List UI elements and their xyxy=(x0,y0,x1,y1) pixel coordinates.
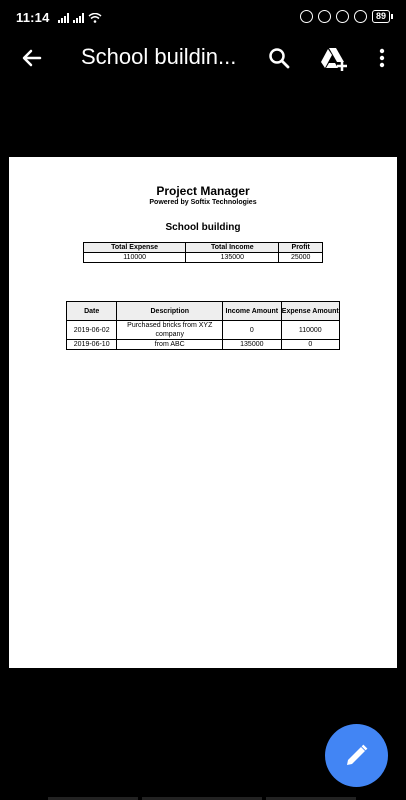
doc-subtitle: Powered by Softix Technologies xyxy=(149,199,257,206)
signal-icon xyxy=(58,13,69,23)
summary-value: 135000 xyxy=(186,253,279,263)
summary-value: 25000 xyxy=(279,253,323,263)
ledger-cell-description: Purchased bricks from XYZ company xyxy=(117,321,223,340)
ledger-header: Description xyxy=(117,302,223,321)
edit-fab-button[interactable] xyxy=(325,724,388,787)
ledger-cell-expense: 0 xyxy=(281,340,339,350)
ledger-header: Date xyxy=(67,302,117,321)
status-bar xyxy=(0,0,406,36)
status-time: 11:14 xyxy=(16,10,50,25)
ledger-header-row xyxy=(67,302,340,321)
ledger-header: Income Amount xyxy=(223,302,281,321)
summary-header: Total Expense xyxy=(84,243,186,253)
summary-value: 110000 xyxy=(84,253,186,263)
status-right-icons xyxy=(300,10,390,23)
search-icon[interactable] xyxy=(267,46,291,70)
ledger-cell-description: from ABC xyxy=(117,340,223,350)
table-row xyxy=(67,340,340,350)
doc-heading: School building xyxy=(165,222,241,233)
back-arrow-icon[interactable] xyxy=(20,46,44,70)
ledger-table xyxy=(66,301,340,350)
ledger-cell-income: 0 xyxy=(223,321,281,340)
vibrate-icon xyxy=(300,10,313,23)
ledger-cell-income: 135000 xyxy=(223,340,281,350)
ledger-cell-date: 2019-06-02 xyxy=(67,321,117,340)
summary-header-row xyxy=(84,243,323,253)
document-title: School buildin... xyxy=(81,44,237,69)
doc-title: Project Manager xyxy=(156,184,250,198)
summary-header: Profit xyxy=(279,243,323,253)
battery-icon: 89 xyxy=(372,10,390,23)
ledger-header: Expense Amount xyxy=(281,302,339,321)
document-page[interactable] xyxy=(9,157,397,668)
data-saver-icon xyxy=(318,10,331,23)
ledger-cell-date: 2019-06-10 xyxy=(67,340,117,350)
summary-header: Total Income xyxy=(186,243,279,253)
more-vert-icon[interactable] xyxy=(370,46,394,70)
wifi-icon xyxy=(88,13,102,23)
ledger-cell-expense: 110000 xyxy=(281,321,339,340)
status-left-icons xyxy=(58,13,102,23)
summary-table xyxy=(83,242,323,263)
app-bar xyxy=(0,36,406,82)
headphones-icon xyxy=(354,10,367,23)
edit-pencil-icon xyxy=(344,743,369,768)
drive-add-icon[interactable] xyxy=(320,46,348,72)
signal-icon-2 xyxy=(73,13,84,23)
summary-value-row xyxy=(84,253,323,263)
alarm-icon xyxy=(336,10,349,23)
table-row xyxy=(67,321,340,340)
